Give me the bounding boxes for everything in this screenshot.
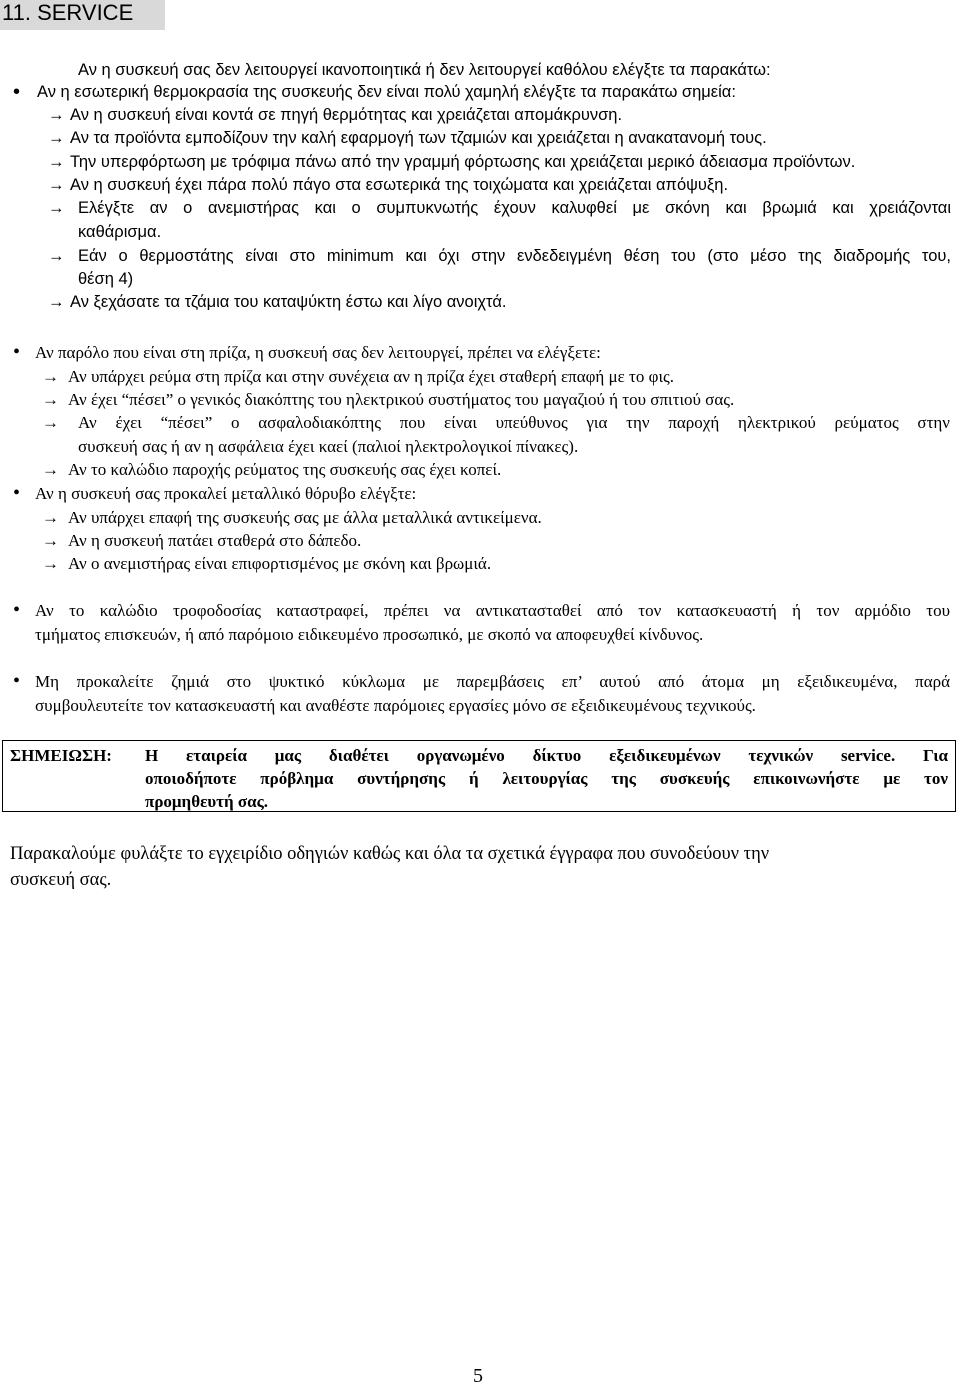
arrow-icon: → (42, 460, 59, 479)
list-item-continuation: συσκευή σας ή αν η ασφάλεια έχει καεί (παλιοί ηλεκτρολογικοί πίνακες). (78, 437, 579, 456)
arrow-icon: → (48, 247, 65, 265)
bullet-text: Αν η εσωτερική θερμοκρασία της συσκευής δεν είναι πολύ χαμηλή ελέγξτε τα παρακάτω σημεία: (37, 83, 736, 101)
arrow-icon: → (48, 176, 65, 194)
arrow-icon: → (48, 106, 65, 124)
bullet-icon: • (13, 482, 21, 504)
page-number: 5 (473, 1365, 483, 1387)
arrow-icon: → (48, 129, 65, 147)
note-label: ΣΗΜΕΙΩΣΗ: (10, 746, 112, 765)
list-item: → Αν η συσκευή έχει πάρα πολύ πάγο στα εσωτερικά της τοιχώματα και χρειάζεται απόψυξη. (48, 176, 729, 194)
note-line: οποιοδήποτε πρόβλημα συντήρησης ή λειτουργίας της συσκευής επικοινωνήστε με τον (145, 769, 948, 788)
bullet-text: Αν η συσκευή σας προκαλεί μεταλλικό θόρυβο ελέγξτε: (35, 484, 417, 503)
arrow-icon: → (42, 413, 59, 432)
note-line: προμηθευτή σας. (145, 792, 269, 811)
paragraph-line: συμβουλευτείτε τον κατασκευαστή και αναθέστε παρόμοιες εργασίες μόνο σε εξειδικευμένους τεχνικούς. (35, 696, 756, 715)
arrow-icon: → (42, 531, 59, 550)
arrow-icon: → (42, 508, 59, 527)
list-item-continuation: καθάρισμα. (78, 223, 162, 241)
list-item: → Εάν ο θερμοστάτης είναι στο minimum και όχι στην ενδεδειγμένη θέση του (στο μέσο της διαδρομής του, (48, 247, 951, 265)
bullet-icon: • (13, 341, 21, 363)
section-title: 11. SERVICE (0, 0, 165, 30)
paragraph-line: τμήματος επισκευών, ή από παρόμοιο ειδικευμένο προσωπικό, με σκοπό να αποφευχθεί κίνδυνος. (35, 625, 704, 644)
arrow-icon: → (42, 554, 59, 573)
list-item: → Αν η συσκευή πατάει σταθερά στο δάπεδο. (42, 531, 362, 550)
list-item: → Αν η συσκευή είναι κοντά σε πηγή θερμότητας και χρειάζεται απομάκρυνση. (48, 106, 623, 124)
arrow-icon: → (48, 293, 65, 311)
list-item: → Αν έχει “πέσει” ο ασφαλοδιακόπτης που είναι υπεύθυνος για την παροχή ηλεκτρικού ρεύματος στην (42, 413, 950, 432)
closing-line: συσκευή σας. (10, 870, 112, 890)
list-item: → Αν υπάρχει ρεύμα στη πρίζα και στην συνέχεια αν η πρίζα έχει σταθερή επαφή με το φις. (42, 367, 674, 386)
bullet-icon: • (13, 81, 21, 103)
intro-text: Αν η συσκευή σας δεν λειτουργεί ικανοποιητικά ή δεν λειτουργεί καθόλου ελέγξτε τα παρακάτω: (78, 61, 771, 79)
note-line: Η εταιρεία μας διαθέτει οργανωμένο δίκτυο εξειδικευμένων τεχνικών service. Για (145, 746, 948, 765)
list-item-continuation: θέση 4) (78, 270, 134, 288)
bullet-icon: • (13, 670, 21, 692)
list-item: → Αν υπάρχει επαφή της συσκευής σας με άλλα μεταλλικά αντικείμενα. (42, 508, 542, 527)
bullet-text: Αν παρόλο που είναι στη πρίζα, η συσκευή σας δεν λειτουργεί, πρέπει να ελέγξετε: (35, 343, 601, 362)
arrow-icon: → (42, 390, 59, 409)
list-item: → Την υπερφόρτωση με τρόφιμα πάνω από την γραμμή φόρτωσης και χρειάζεται μερικό άδειασμα προϊόντων. (48, 153, 856, 171)
list-item: → Αν ξεχάσατε τα τζάμια του καταψύκτη έστω και λίγο ανοιχτά. (48, 293, 507, 311)
list-item: → Ελέγξτε αν ο ανεμιστήρας και ο συμπυκνωτής έχουν καλυφθεί με σκόνη και βρωμιά και χρειάζονται (48, 199, 951, 217)
paragraph-line: Μη προκαλείτε ζημιά στο ψυκτικό κύκλωμα με παρεμβάσεις επ’ αυτού από άτομα μη εξειδικευμένα, παρά (35, 672, 950, 691)
arrow-icon: → (48, 199, 65, 217)
bullet-icon: • (13, 599, 21, 621)
list-item: → Αν έχει “πέσει” ο γενικός διακόπτης του ηλεκτρικού συστήματος του μαγαζιού ή του σπιτιού σας. (42, 390, 735, 409)
list-item: → Αν το καλώδιο παροχής ρεύματος της συσκευής σας έχει κοπεί. (42, 460, 502, 479)
list-item: → Αν τα προϊόντα εμποδίζουν την καλή εφαρμογή των τζαμιών και χρειάζεται η ανακατανομή τους. (48, 129, 767, 147)
list-item: → Αν ο ανεμιστήρας είναι επιφορτισμένος με σκόνη και βρωμιά. (42, 554, 492, 573)
arrow-icon: → (48, 153, 65, 171)
arrow-icon: → (42, 367, 59, 386)
closing-line: Παρακαλούμε φυλάξτε το εγχειρίδιο οδηγιών καθώς και όλα τα σχετικά έγγραφα που συνοδεύουν την (10, 844, 770, 864)
paragraph-line: Αν το καλώδιο τροφοδοσίας καταστραφεί, πρέπει να αντικατασταθεί από τον κατασκευαστή ή τον αρμόδιο του (35, 601, 950, 620)
